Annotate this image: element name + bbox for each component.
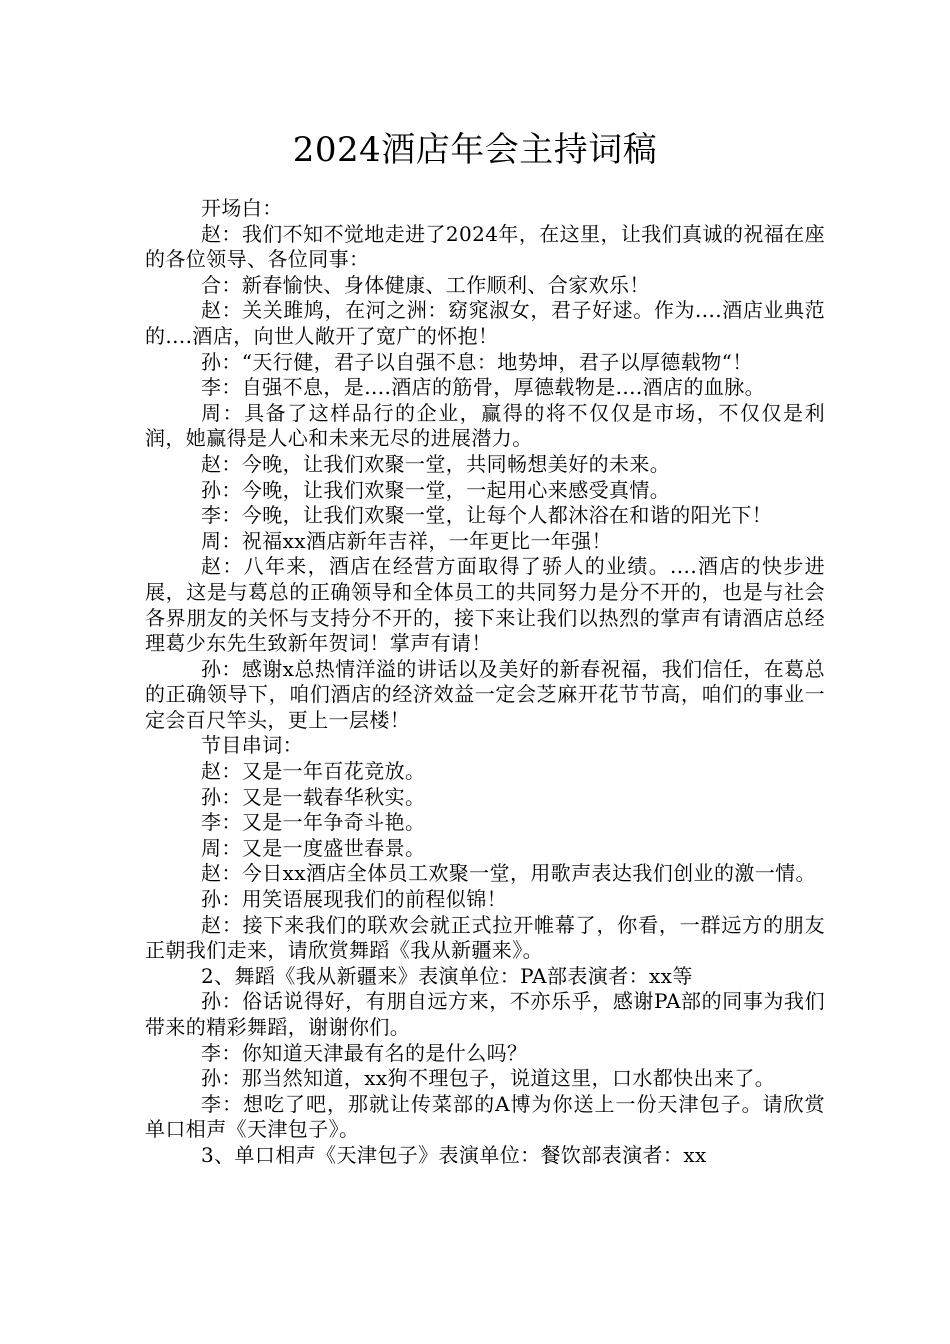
paragraph: 赵：又是一年百花竞放。 (201, 759, 426, 784)
paragraph-opening-heading: 开场白： (201, 196, 283, 220)
paragraph-program-item: 3、单口相声《天津包子》表演单位：餐饮部表演者：xx (201, 1142, 707, 1167)
paragraph: 孙：“天行健，君子以自强不息：地势坤，君子以厚德载物“！ (201, 349, 753, 374)
paragraph: 合：新春愉快、身体健康、工作顺利、合家欢乐！ (201, 272, 650, 297)
paragraph: 赵：接下来我们的联欢会就正式拉开帷幕了，你看，一群远方的朋友正朝我们走来，请欣赏舞蹈《我从新疆来》。 (145, 912, 825, 963)
document-title: 2024酒店年会主持词稿 (292, 130, 658, 170)
paragraph: 李：想吃了吧，那就让传菜部的A博为你送上一份天津包子。请欣赏单口相声《天津包子》。 (145, 1091, 825, 1142)
paragraph: 孙：感谢x总热情洋溢的讲话以及美好的新春祝福，我们信任，在葛总的正确领导下，咱们酒店的经济效益一定会芝麻开花节节高，咱们的事业一定会百尺竿头，更上一层楼！ (145, 656, 825, 732)
paragraph: 李：今晚，让我们欢聚一堂，让每个人都沐浴在和谐的阳光下！ (201, 503, 773, 528)
paragraph: 李：又是一年争奇斗艳。 (201, 810, 426, 835)
paragraph: 赵：今日xx酒店全体员工欢聚一堂，用歌声表达我们创业的激一情。 (201, 861, 816, 886)
paragraph: 赵：我们不知不觉地走进了2024年，在这里，让我们真诚的祝福在座的各位领导、各位同事： (145, 221, 825, 272)
paragraph: 孙：今晚，让我们欢聚一堂，一起用心来感受真情。 (201, 477, 671, 502)
paragraph: 孙：那当然知道，xx狗不理包子，说道这里，口水都快出来了。 (201, 1066, 776, 1091)
document-body (145, 196, 825, 1169)
paragraph-program-heading: 节目串词： (201, 733, 303, 758)
paragraph: 周：祝福xx酒店新年吉祥，一年更比一年强！ (201, 528, 612, 553)
paragraph: 周：又是一度盛世春景。 (201, 835, 426, 860)
paragraph: 周：具备了这样品行的企业，赢得的将不仅仅是市场，不仅仅是利润，她赢得是人心和未来无尽的进展潜力。 (145, 400, 825, 451)
paragraph: 李：自强不息，是....酒店的筋骨，厚德载物是....酒店的血脉。 (201, 375, 766, 400)
paragraph: 赵：关关雎鸠，在河之洲：窈窕淑女，君子好逑。作为....酒店业典范的....酒店，向世人敞开了宽广的怀抱！ (145, 298, 825, 348)
paragraph: 赵：今晚，让我们欢聚一堂，共同畅想美好的未来。 (201, 451, 671, 476)
paragraph: 李：你知道天津最有名的是什么吗？ (201, 1040, 528, 1065)
paragraph-program-item: 2、舞蹈《我从新疆来》表演单位：PA部表演者：xx等 (201, 963, 693, 988)
paragraph: 孙：用笑语展现我们的前程似锦！ (201, 887, 507, 912)
paragraph: 赵：八年来，酒店在经营方面取得了骄人的业绩。....酒店的快步进展，这是与葛总的正确领导和全体员工的共同努力是分不开的，也是与社会各界朋友的关怀与支持分不开的，接下来让我们以热烈的掌声有请酒店总经理葛少东先生致新年贺词！掌声有请！ (145, 554, 825, 656)
paragraph: 孙：俗话说得好，有朋自远方来，不亦乐乎，感谢PA部的同事为我们带来的精彩舞蹈，谢谢你们。 (145, 989, 825, 1039)
paragraph: 孙：又是一载春华秋实。 (201, 784, 426, 809)
